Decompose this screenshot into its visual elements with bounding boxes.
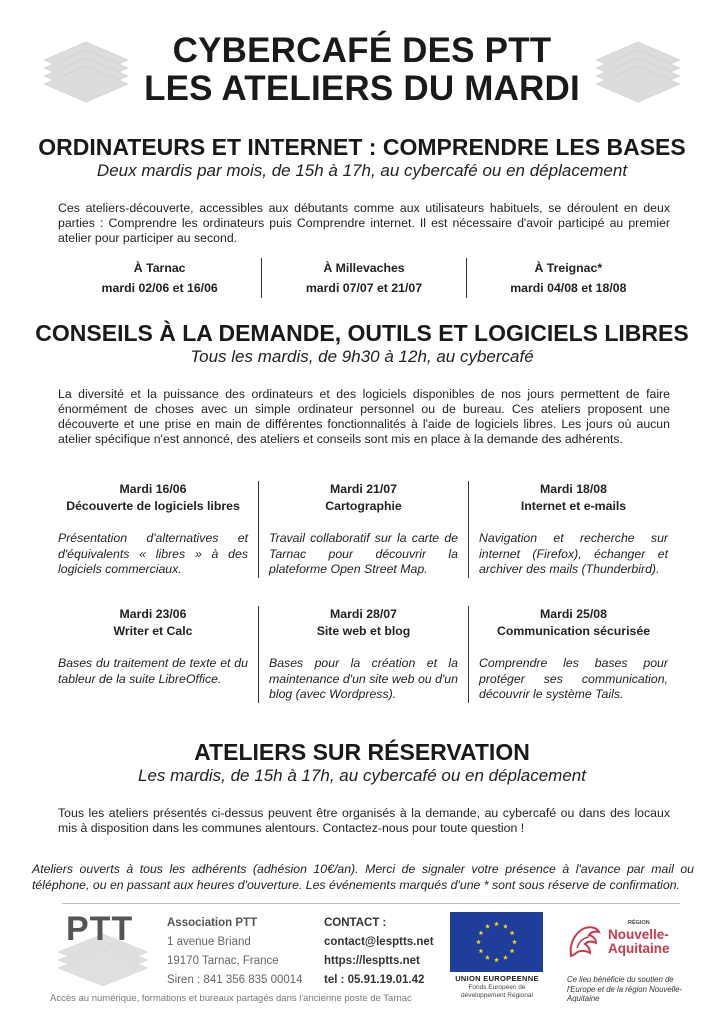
eu-fund-line2: développement Régional	[461, 992, 533, 999]
section1-title: ORDINATEURS ET INTERNET : COMPRENDRE LES BASES	[38, 134, 686, 160]
region-name-line2: Aquitaine	[608, 941, 670, 956]
venue-row	[58, 258, 670, 298]
association-address2: 19170 Tarnac, France	[167, 955, 279, 967]
region-name-line1: Nouvelle-	[608, 927, 669, 942]
association-siren: Siren : 841 356 835 00014	[167, 974, 303, 986]
section3-subtitle: Les mardis, de 15h à 17h, au cybercafé ou en déplacement	[138, 766, 586, 785]
workshop-date: Mardi 18/08	[540, 482, 607, 496]
footer-divider	[62, 903, 680, 904]
workshop-title: Site web et blog	[316, 624, 411, 638]
workshop-card	[468, 481, 678, 578]
workshop-description: Comprendre les bases pour protéger ses communication, découvrir le système Tails.	[479, 656, 668, 701]
main-title-line2: LES ATELIERS DU MARDI	[144, 69, 580, 108]
region-support-note: Ce lieu bénéficie du soutien de l'Europe et de la région Nouvelle-Aquitaine	[567, 975, 683, 1003]
footer-tagline: Accès au numérique, formations et bureaux partagés dans l'ancienne poste de Tarnac	[50, 993, 412, 1004]
workshop-description: Présentation d'alternatives et d'équivalents « libres » à des logiciels commerciaux.	[58, 531, 248, 576]
section2-subtitle: Tous les mardis, de 9h30 à 12h, au cybercafé	[190, 347, 534, 366]
workshop-card	[258, 606, 468, 703]
workshop-description: Navigation et recherche sur internet (Firefox), échanger et archiver des mails (Thunderbird).	[479, 531, 668, 576]
workshops-row-1	[48, 481, 678, 578]
workshop-date: Mardi 16/06	[119, 482, 187, 496]
venue-dates: mardi 07/07 et 21/07	[305, 281, 423, 295]
main-title-line1: CYBERCAFÉ DES PTT	[172, 31, 552, 70]
section2-paragraph: La diversité et la puissance des ordinateurs et des logiciels disponibles de nos jours permettent de faire énormément de choses avec un simple ordinateur personnel ou de bureau. Ces ateliers proposent une découverte et une prise en main de différentes fonctionnalités à l'aide de logiciels libres. Les jours où aucun atelier spécifique n'est annoncé, des ateliers et conseils sont mis en place à la demande des adhérents.	[58, 387, 670, 446]
section3-paragraph: Tous les ateliers présentés ci-dessus peuvent être organisés à la demande, au cybercafé ou dans des locaux mis à disposition dans les communes alentours. Contactez-nous pour toute question !	[58, 806, 670, 835]
venue-tarnac	[58, 258, 261, 298]
region-name	[608, 928, 670, 956]
venue-treignac	[466, 258, 670, 298]
workshop-description: Bases du traitement de texte et du tableur de la suite LibreOffice.	[58, 656, 248, 686]
workshop-date: Mardi 25/08	[540, 607, 607, 621]
workshop-title: Communication sécurisée	[496, 624, 651, 638]
venue-dates: mardi 04/08 et 18/08	[510, 281, 627, 295]
workshop-description: Bases pour la création et la maintenance d'un site web ou d'un blog (avec Wordpress).	[269, 656, 458, 701]
workshop-description: Travail collaboratif sur la carte de Tarnac pour découvrir la plateforme Open Street Map.	[269, 531, 458, 576]
workshop-date: Mardi 28/07	[330, 607, 397, 621]
association-info	[167, 914, 303, 990]
workshops-row-2	[48, 606, 678, 703]
venue-place: À Millevaches	[323, 261, 405, 275]
venue-millevaches	[261, 258, 465, 298]
workshop-title: Writer et Calc	[113, 624, 193, 638]
eu-name: UNION EUROPEENNE	[455, 974, 539, 983]
venue-dates: mardi 02/06 et 16/06	[101, 281, 218, 295]
association-name: Association PTT	[167, 917, 258, 929]
region-lion-logo	[563, 918, 605, 962]
main-title	[0, 32, 724, 108]
workshop-card	[48, 481, 258, 578]
eu-fund-line1: Fonds Européen de	[468, 984, 526, 991]
workshop-date: Mardi 23/06	[119, 607, 187, 621]
workshop-title: Découverte de logiciels libres	[66, 499, 240, 513]
association-address1: 1 avenue Briand	[167, 936, 251, 948]
eu-flag-logo	[450, 912, 543, 972]
venue-place: À Treignac*	[534, 261, 603, 275]
contact-email-link[interactable]: contact@lesptts.net	[324, 936, 434, 948]
contact-phone: tel : 05.91.19.01.42	[324, 974, 425, 986]
section3-title: ATELIERS SUR RÉSERVATION	[194, 739, 530, 765]
section1-subtitle: Deux mardis par mois, de 15h à 17h, au cybercafé ou en déplacement	[96, 161, 628, 180]
membership-notice: Ateliers ouverts à tous les adhérents (adhésion 10€/an). Merci de signaler votre présence à l'avance par mail ou téléphone, ou en passant aux heures d'ouverture. Les événements marqués d'une * sont sous réserve de confirmation.	[32, 862, 694, 892]
region-label: RÉGION	[628, 920, 650, 926]
venue-place: À Tarnac	[133, 261, 186, 275]
workshop-date: Mardi 21/07	[330, 482, 397, 496]
section2-title: CONSEILS À LA DEMANDE, OUTILS ET LOGICIELS LIBRES	[35, 320, 689, 346]
contact-website-link[interactable]: https://lesptts.net	[324, 955, 420, 967]
workshop-card	[48, 606, 258, 703]
contact-info	[324, 914, 434, 990]
workshop-title: Internet et e-mails	[520, 499, 627, 513]
ptt-logo-text: PTT	[66, 910, 134, 948]
workshop-card	[468, 606, 678, 703]
workshop-card	[258, 481, 468, 578]
workshop-title: Cartographie	[325, 499, 402, 513]
eu-fund-text	[447, 984, 547, 1000]
contact-heading: CONTACT :	[324, 917, 387, 929]
section1-paragraph: Ces ateliers-découverte, accessibles aux débutants comme aux utilisateurs habituels, se déroulent en deux parties : Comprendre les ordinateurs puis Comprendre internet. Il est nécessaire d'avoir participé au premier atelier pour participer au second.	[58, 201, 670, 245]
